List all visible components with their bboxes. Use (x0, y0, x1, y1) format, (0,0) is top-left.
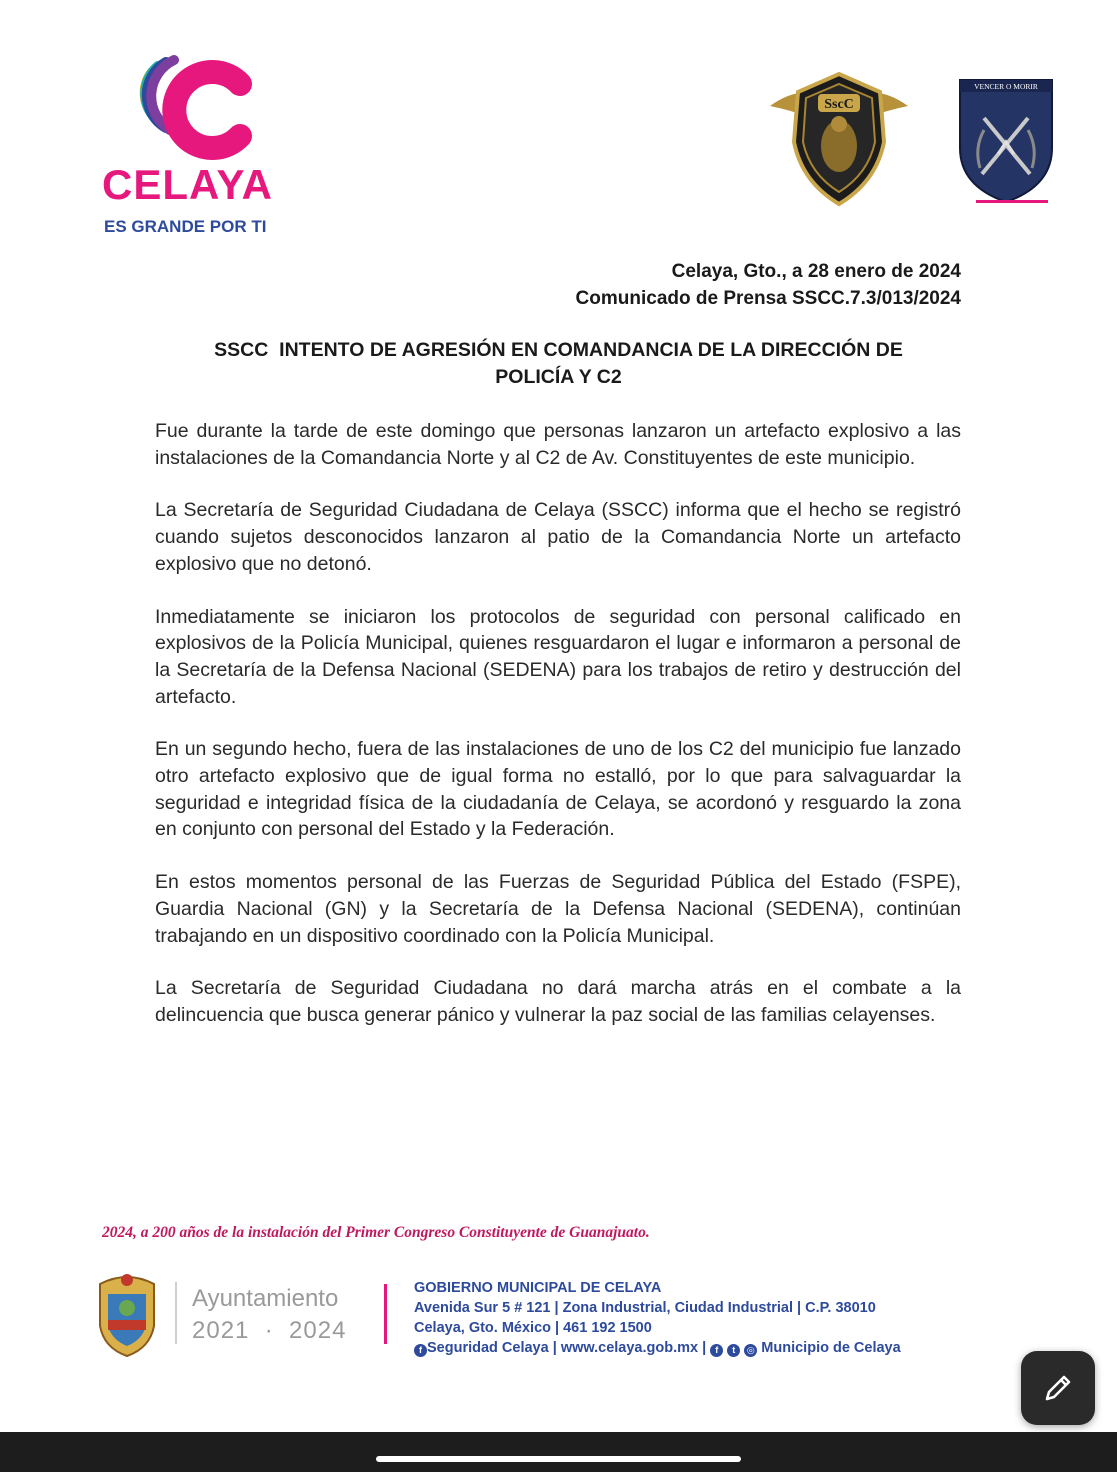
ayuntamiento-years: 2021 · 2024 (192, 1317, 347, 1344)
body-paragraph: Fue durante la tarde de este domingo que personas lanzaron un artefacto explosivo a las instalaciones de la Comandancia Norte y al C2 de Av. Constituyentes de este municipio. (155, 420, 961, 469)
dateline (576, 258, 961, 312)
body-paragraph: En estos momentos personal de las Fuerzas de Seguridad Pública del Estado (FSPE), Guardia Nacional (GN) y la Secretaría de la Defensa Nacional (SEDENA), continúan trabajando en un dispositivo coordinado con la Policía Municipal. (155, 871, 961, 947)
address: Avenida Sur 5 # 121 | Zona Industrial, Ciudad Industrial | C.P. 38010 (414, 1300, 876, 1316)
pencil-icon (1041, 1371, 1075, 1405)
social-line: f Seguridad Celaya | www.celaya.gob.mx | f t ◎ Municipio de Celaya (414, 1338, 901, 1358)
social-handle[interactable]: Seguridad Celaya (427, 1340, 549, 1356)
gov-name: GOBIERNO MUNICIPAL DE CELAYA (414, 1280, 662, 1296)
edit-button[interactable] (1021, 1351, 1095, 1425)
crossed-swords-shield-icon (958, 78, 1054, 204)
social-name[interactable]: Municipio de Celaya (761, 1340, 901, 1356)
ayuntamiento-label: Ayuntamiento (192, 1285, 339, 1312)
eagle-badge-icon (768, 66, 910, 210)
police-shield (958, 78, 1054, 204)
website-link[interactable]: www.celaya.gob.mx (560, 1340, 699, 1356)
celaya-slogan: ES GRANDE POR TI (104, 217, 267, 236)
home-indicator[interactable] (376, 1456, 741, 1462)
bottom-bar (0, 1432, 1117, 1472)
coat-of-arms (92, 1270, 162, 1358)
ayuntamiento-divider (175, 1282, 177, 1344)
shield-motto: VENCER O MORIR (974, 82, 1038, 91)
facebook-icon[interactable]: f (414, 1344, 427, 1357)
title-line-1: SSCC INTENTO DE AGRESIÓN EN COMANDANCIA DE LA DIRECCIÓN DE (214, 339, 903, 361)
contact-block (414, 1278, 901, 1358)
press-release-title (170, 337, 947, 391)
celaya-c-icon (100, 50, 280, 170)
press-release-body (155, 418, 961, 1055)
body-paragraph: La Secretaría de Seguridad Ciudadana no dará marcha atrás en el combate a la delincuencia que busca generar pánico y vulnerar la paz social de las familias celayenses. (155, 977, 961, 1026)
city-phone: Celaya, Gto. México | 461 192 1500 (414, 1320, 652, 1336)
footer-divider (384, 1284, 387, 1344)
body-paragraph: Inmediatamente se iniciaron los protocolos de seguridad con personal calificado en explosivos de la Policía Municipal, quienes resguardaron el lugar e informaron a personal de la Secretaría de la Defensa Nacional (SEDENA) para los trabajos de retiro y destrucción del artefacto. (155, 605, 961, 708)
coat-of-arms-icon (92, 1270, 162, 1358)
shield-underline (976, 200, 1048, 203)
footer-motto: 2024, a 200 años de la instalación del Primer Congreso Constituyente de Guanajuato. (102, 1224, 650, 1241)
badge-text: SscC (824, 97, 854, 112)
title-line-2: POLICÍA Y C2 (495, 366, 622, 388)
facebook-icon[interactable]: f (710, 1344, 723, 1357)
date-text: Celaya, Gto., a 28 enero de 2024 (671, 261, 961, 282)
sscc-badge (768, 66, 910, 210)
celaya-logo (100, 50, 280, 240)
body-paragraph: La Secretaría de Seguridad Ciudadana de Celaya (SSCC) informa que el hecho se registró cuando sujetos desconocidos lanzaron al patio de la Comandancia Norte un artefacto explosivo que no detonó. (155, 499, 961, 575)
communique-number: Comunicado de Prensa SSCC.7.3/013/2024 (575, 288, 961, 309)
twitter-icon[interactable]: t (727, 1344, 740, 1357)
instagram-icon[interactable]: ◎ (744, 1344, 757, 1357)
celaya-wordmark: CELAYA (102, 161, 273, 208)
body-paragraph: En un segundo hecho, fuera de las instalaciones de uno de los C2 del municipio fue lanzado otro artefacto explosivo que de igual forma no estalló, por lo que para salvaguardar la seguridad e integridad física de la ciudadanía de Celaya, se acordonó y resguardo la zona en conjunto con personal del Estado y la Federación. (155, 738, 961, 841)
